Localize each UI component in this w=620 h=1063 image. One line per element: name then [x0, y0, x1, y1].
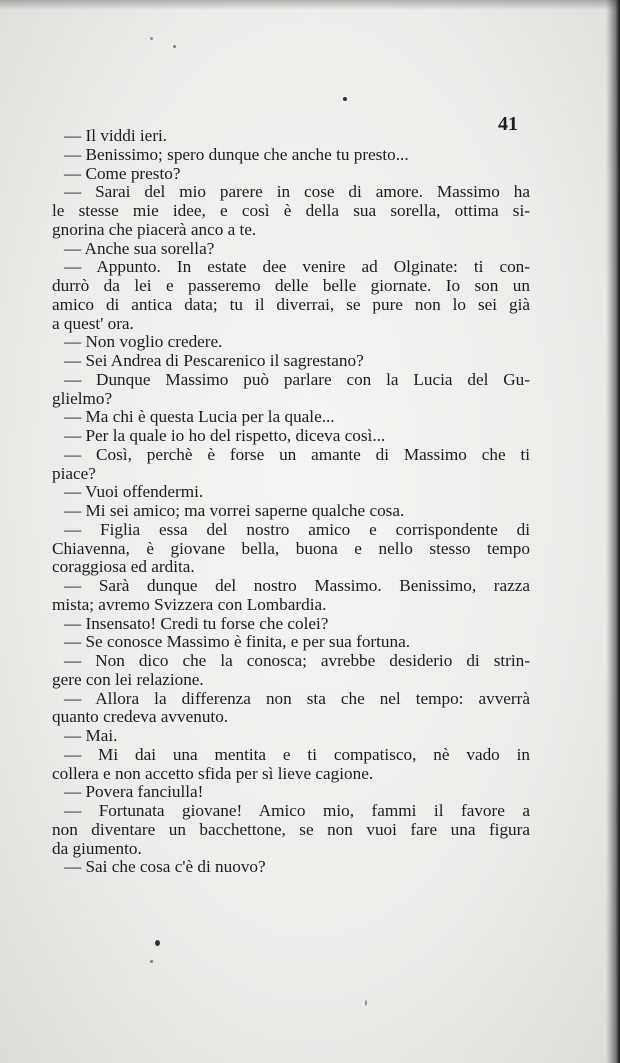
- page-right-edge-shadow: [606, 0, 620, 1063]
- text-line: — Sarà dunque del nostro Massimo. Benissimo, razza: [64, 576, 530, 595]
- text-line: non diventare un bacchettone, se non vuoi fare una figura: [52, 819, 530, 839]
- text-line: glielmo?: [52, 388, 113, 408]
- text-line: — Fortunata giovane! Amico mio, fammi il favore a: [64, 801, 530, 820]
- ink-speck: [155, 940, 160, 946]
- text-line: — Non voglio credere.: [64, 332, 223, 352]
- text-line: — Per la quale io ho del rispetto, diceva così...: [64, 426, 386, 445]
- text-line: — Anche sua sorella?: [64, 238, 215, 258]
- text-line: — Povera fanciulla!: [64, 782, 204, 802]
- text-line: piace?: [52, 463, 96, 483]
- text-line: — Sarai del mio parere in cose di amore. Massimo ha: [64, 182, 530, 202]
- page-top-shadow: [0, 0, 620, 10]
- text-line: amico di antica data; tu il diverrai, se pure non lo sei già: [52, 294, 530, 314]
- text-line: — Il viddi ieri.: [64, 126, 168, 145]
- ink-speck: [365, 1000, 367, 1006]
- text-line: — Come presto?: [64, 163, 181, 183]
- text-line: — Insensato! Credi tu forse che colei?: [64, 613, 329, 633]
- ink-speck: [173, 45, 176, 48]
- text-line: da giumento.: [52, 838, 142, 858]
- text-line: — Se conosce Massimo è finita, e per sua fortuna.: [64, 632, 411, 652]
- text-line: — Mi sei amico; ma vorrei saperne qualche cosa.: [64, 501, 405, 520]
- text-line: — Ma chi è questa Lucia per la quale...: [64, 407, 335, 427]
- text-line: — Sai che cosa c'è di nuovo?: [64, 857, 266, 877]
- text-line: a quest' ora.: [52, 313, 134, 333]
- text-line: gere con lei relazione.: [52, 669, 204, 689]
- text-line: — Mai.: [64, 726, 118, 745]
- text-line: mista; avremo Svizzera con Lombardia.: [52, 594, 327, 614]
- text-line: — Benissimo; spero dunque che anche tu presto...: [64, 144, 409, 164]
- text-line: — Appunto. In estate dee venire ad Olginate: ti con-: [64, 257, 530, 277]
- text-line: gnorina che piacerà anco a te.: [52, 219, 257, 239]
- text-line: quanto credeva avvenuto.: [52, 707, 229, 727]
- ink-speck: [150, 37, 153, 40]
- ink-speck: [150, 960, 153, 963]
- text-line: — Sei Andrea di Pescarenico il sagrestano?: [64, 351, 364, 370]
- text-line: le stesse mie idee, e così è della sua sorella, ottima si-: [52, 201, 530, 220]
- text-line: — Figlia essa del nostro amico e corrispondente di: [64, 519, 530, 539]
- text-line: Chiavenna, è giovane bella, buona e nello stesso tempo: [52, 538, 530, 558]
- body-text: [52, 127, 530, 877]
- text-line: — Così, perchè è forse un amante di Massimo che ti: [64, 444, 530, 464]
- text-line: — Mi dai una mentita e ti compatisco, nè vado in: [64, 744, 530, 764]
- text-line: durrò da lei e passeremo delle belle giornate. Io son un: [52, 276, 530, 295]
- ink-speck: [343, 97, 347, 101]
- text-line: — Allora la differenza non sta che nel tempo: avverrà: [64, 688, 530, 708]
- page-number: 41: [498, 113, 518, 135]
- text-line: — Non dico che la conosca; avrebbe desiderio di strin-: [64, 651, 530, 670]
- text-line: — Vuoi offendermi.: [64, 482, 204, 502]
- text-line: collera e non accetto sfida per sì lieve cagione.: [52, 763, 374, 783]
- text-line: coraggiosa ed ardita.: [52, 557, 195, 577]
- text-line: — Dunque Massimo può parlare con la Lucia del Gu-: [64, 369, 530, 389]
